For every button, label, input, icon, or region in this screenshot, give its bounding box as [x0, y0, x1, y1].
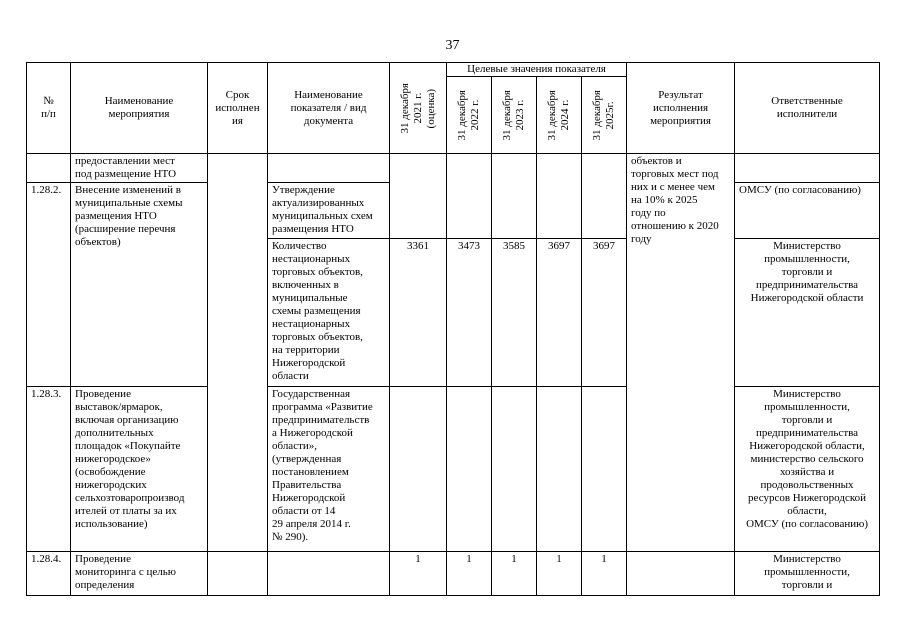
- row-1-28-2-event: Внесение изменений в муниципальные схемы размещения НТО (расширение перечня объектов): [71, 183, 208, 387]
- header-result: Результат исполнения мероприятия: [627, 63, 735, 154]
- row-1-28-3-v2021: [390, 387, 447, 552]
- row-1-28-3-v2025: [582, 387, 627, 552]
- cont-event-name: предоставлении мест под размещение НТО: [71, 154, 208, 183]
- cont-indicator: [268, 154, 390, 183]
- row-1-28-2-v2023: 3585: [492, 239, 537, 387]
- measures-table: [26, 62, 880, 596]
- cont-responsible: [735, 154, 880, 183]
- cont-num: [27, 154, 71, 183]
- row-1-28-2-indicator-b: Количество нестационарных торговых объектов, включенных в муниципальные схемы размещения нестационарных торговых объектов, на территории Нижегородской области: [268, 239, 390, 387]
- row-1-28-4-v2021: 1: [390, 552, 447, 596]
- row-1-28-3-v2023: [492, 387, 537, 552]
- header-indicator-name: Наименование показателя / вид документа: [268, 63, 390, 154]
- row-1-28-4-responsible: Министерство промышленности, торговли и: [735, 552, 880, 596]
- header-year-2021: 31 декабря 2021 г. (оценка): [390, 63, 447, 154]
- page-number: 37: [445, 38, 460, 53]
- cont-v2023: [492, 154, 537, 239]
- header-year-2025: 31 декабря 2025г.: [582, 77, 627, 154]
- header-year-2022: 31 декабря 2022 г.: [447, 77, 492, 154]
- row-1-28-2-responsible-b: Министерство промышленности, торговли и предпринимательства Нижегородской области: [735, 239, 880, 387]
- row-1-28-4-deadline: [208, 552, 268, 596]
- row-1-28-3-v2024: [537, 387, 582, 552]
- cont-v2024: [537, 154, 582, 239]
- cont-v2025: [582, 154, 627, 239]
- row-1-28-4-indicator: [268, 552, 390, 596]
- row-1-28-4-num: 1.28.4.: [27, 552, 71, 596]
- result-cell: объектов и торговых мест под них и с менее чем на 10% к 2025 году по отношению к 2020 году: [627, 154, 735, 552]
- row-1-28-4-event: Проведение мониторинга с целью определения: [71, 552, 208, 596]
- row-1-28-4-result: [627, 552, 735, 596]
- row-1-28-2-num: 1.28.2.: [27, 183, 71, 387]
- row-1-28-2-indicator-a: Утверждение актуализированных муниципальных схем размещения НТО: [268, 183, 390, 239]
- row-1-28-2-v2024: 3697: [537, 239, 582, 387]
- row-1-28-4-v2022: 1: [447, 552, 492, 596]
- row-1-28-2-v2022: 3473: [447, 239, 492, 387]
- header-targets-group: Целевые значения показателя: [447, 63, 627, 77]
- header-year-2024: 31 декабря 2024 г.: [537, 77, 582, 154]
- header-year-2023: 31 декабря 2023 г.: [492, 77, 537, 154]
- row-1-28-4-v2024: 1: [537, 552, 582, 596]
- header-deadline: Срок исполнен ия: [208, 63, 268, 154]
- row-1-28-2-responsible-a: ОМСУ (по согласованию): [735, 183, 880, 239]
- row-1-28-2-v2025: 3697: [582, 239, 627, 387]
- cont-v2022: [447, 154, 492, 239]
- row-1-28-3-indicator: Государственная программа «Развитие предпринимательств а Нижегородской области», (утвержденная постановлением Правительства Нижегородской области от 14 29 апреля 2014 г. № 290).: [268, 387, 390, 552]
- row-1-28-4-v2025: 1: [582, 552, 627, 596]
- row-1-28-4-v2023: 1: [492, 552, 537, 596]
- header-event-name: Наименование мероприятия: [71, 63, 208, 154]
- row-1-28-3-num: 1.28.3.: [27, 387, 71, 552]
- header-responsible: Ответственные исполнители: [735, 63, 880, 154]
- row-1-28-3-event: Проведение выставок/ярмарок, включая организацию дополнительных площадок «Покупайте нижегородское» (освобождение нижегородских сельхозтоваропроизвод ителей от платы за их использование): [71, 387, 208, 552]
- row-1-28-3-responsible: Министерство промышленности, торговли и предпринимательства Нижегородской области, министерство сельского хозяйства и продовольственных ресурсов Нижегородской области, ОМСУ (по согласованию): [735, 387, 880, 552]
- row-1-28-2-v2021: 3361: [390, 239, 447, 387]
- deadline-cell: [208, 154, 268, 552]
- header-num: № п/п: [27, 63, 71, 154]
- cont-v2021: [390, 154, 447, 239]
- row-1-28-3-v2022: [447, 387, 492, 552]
